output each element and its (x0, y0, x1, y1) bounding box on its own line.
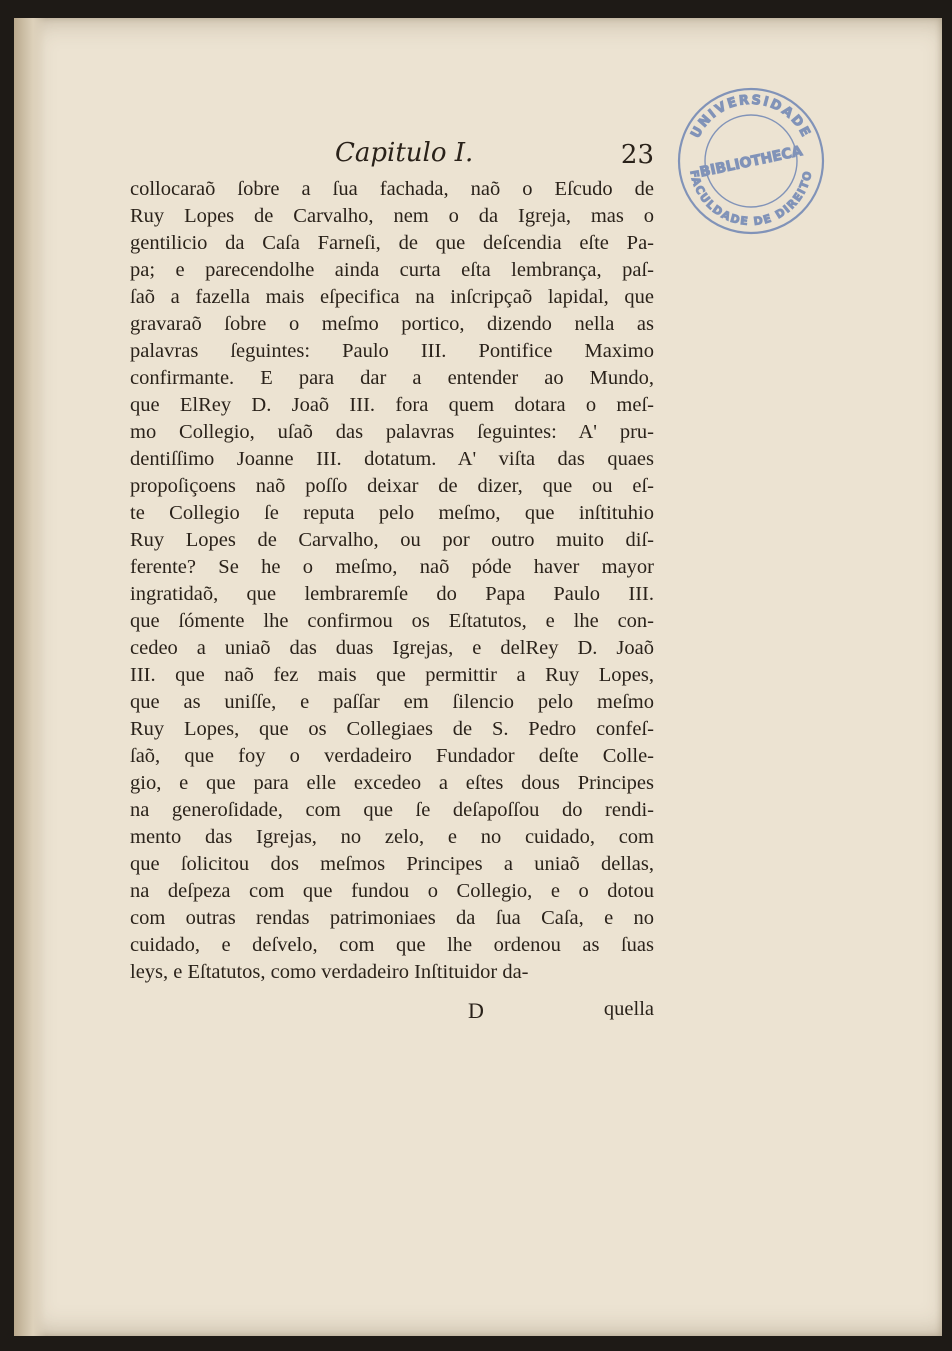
text-line: na deſpeza com que fundou o Collegio, e o dotou (130, 880, 654, 902)
text-line: com outras rendas patrimoniaes da ſua Caſa, e no (130, 907, 654, 929)
text-line: collocaraõ ſobre a ſua fachada, naõ o Eſcudo de (130, 178, 654, 200)
text-line: cedeo a uniaõ das duas Igrejas, e delRey D. Joaõ (130, 637, 654, 659)
text-line: ſaõ a fazella mais eſpecifica na inſcripçaõ lapidal, que (130, 286, 654, 308)
text-line: ferente? Se he o meſmo, naõ póde haver mayor (130, 556, 654, 578)
text-line: gio, e que para elle excedeo a eſtes dous Principes (130, 772, 654, 794)
svg-text:UNIVERSIDADE: UNIVERSIDADE (688, 92, 814, 141)
text-line: palavras ſeguintes: Paulo III. Pontifice Maximo (130, 340, 654, 362)
catchword: quella (603, 998, 654, 1020)
text-line: pa; e parecendolhe ainda curta eſta lembrança, paſ- (130, 259, 654, 281)
page-gutter-shadow (14, 18, 46, 1336)
text-line: Ruy Lopes de Carvalho, ou por outro muito diſ- (130, 529, 654, 551)
text-line: que as uniſſe, e paſſar em ſilencio pelo meſmo (130, 691, 654, 713)
text-line: ſaõ, que foy o verdadeiro Fundador deſte Colle- (130, 745, 654, 767)
page-footer (130, 998, 654, 1028)
text-line: ingratidaõ, que lembraremſe do Papa Paulo III. (130, 583, 654, 605)
running-title: Capitulo I. (335, 138, 474, 168)
text-line: cuidado, e deſvelo, com que lhe ordenou as ſuas (130, 934, 654, 956)
text-line: leys, e Eſtatutos, como verdadeiro Inſtituidor da- (130, 961, 529, 983)
text-line: que ElRey D. Joaõ III. fora quem dotara o meſ- (130, 394, 654, 416)
text-line: Ruy Lopes de Carvalho, nem o da Igreja, mas o (130, 205, 654, 227)
text-line: mo Collegio, uſaõ das palavras ſeguintes: A' pru- (130, 421, 654, 443)
page-number: 23 (620, 140, 654, 170)
text-line: dentiſſimo Joanne III. dotatum. A' viſta das quaes (130, 448, 654, 470)
text-line: que ſolicitou dos meſmos Principes a uniaõ dellas, (130, 853, 654, 875)
text-line: gentilicio da Caſa Farneſi, de que deſcendia eſte Pa- (130, 232, 654, 254)
running-head (130, 138, 654, 178)
signature-mark: D (468, 998, 484, 1023)
text-line: propoſiçoens naõ poſſo deixar de dizer, que ou eſ- (130, 475, 654, 497)
text-line: te Collegio ſe reputa pelo meſmo, que inſtituhio (130, 502, 654, 524)
text-line: na generoſidade, com que ſe deſapoſſou do rendi- (130, 799, 654, 821)
text-line: que ſómente lhe confirmou os Eſtatutos, e lhe con- (130, 610, 654, 632)
svg-text:FACULDADE DE DIREITO: FACULDADE DE DIREITO (687, 168, 815, 229)
library-stamp-icon (676, 86, 826, 236)
text-line: mento das Igrejas, no zelo, e no cuidado, com (130, 826, 654, 848)
body-text (130, 176, 654, 986)
text-line: confirmante. E para dar a entender ao Mundo, (130, 367, 654, 389)
svg-text:BIBLIOTHECA: BIBLIOTHECA (698, 143, 804, 181)
text-line: III. que naõ fez mais que permittir a Ruy Lopes, (130, 664, 654, 686)
text-line: Ruy Lopes, que os Collegiaes de S. Pedro confeſ- (130, 718, 654, 740)
text-line: gravaraõ ſobre o meſmo portico, dizendo nella as (130, 313, 654, 335)
